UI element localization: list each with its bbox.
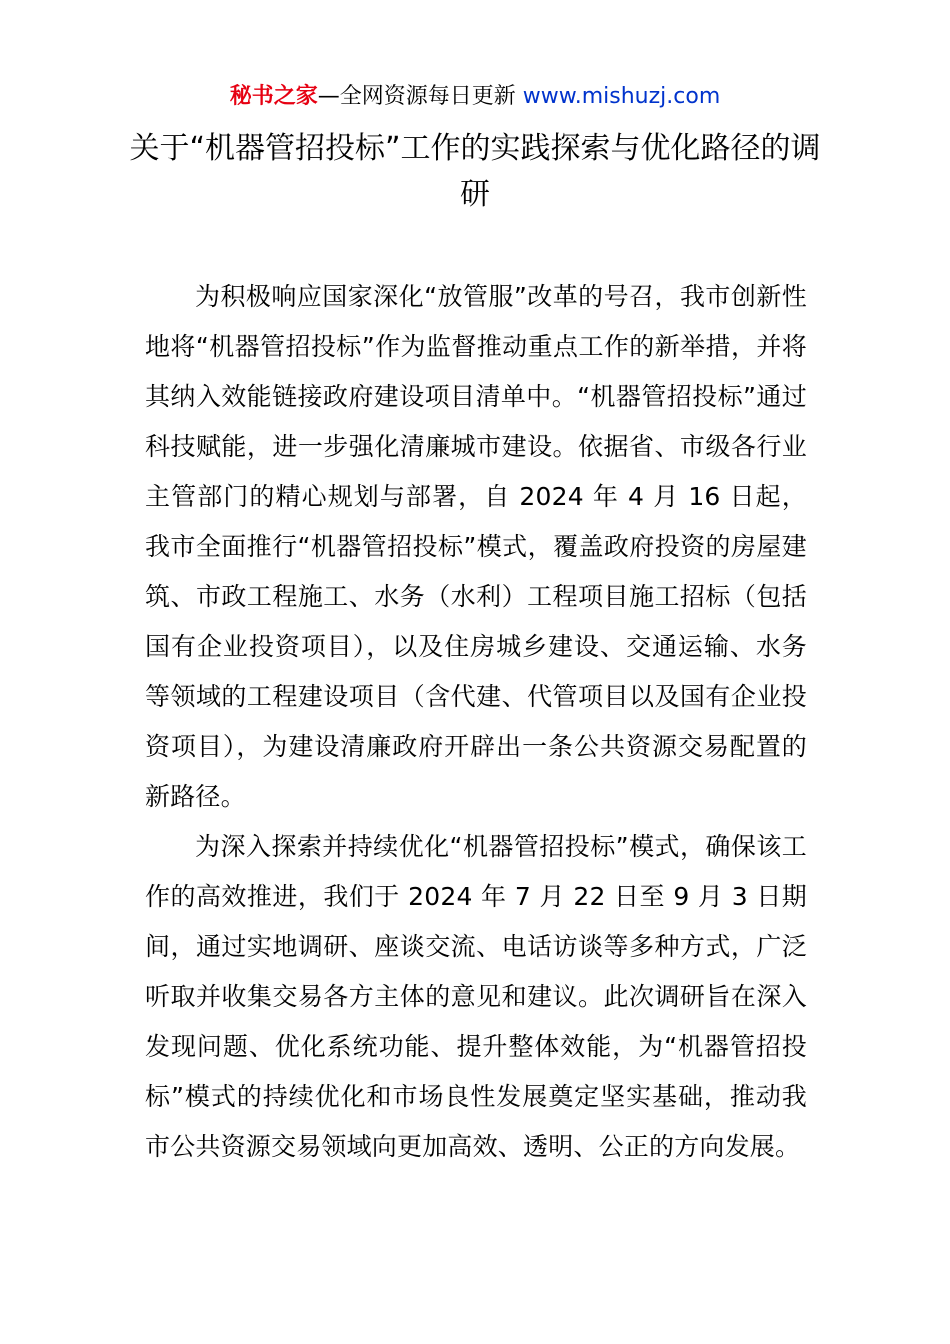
- brand-name: 秘书之家: [229, 84, 318, 109]
- document-title: 关于“机器管招投标”工作的实践探索与优化路径的调研: [129, 131, 821, 212]
- site-header: [0, 82, 950, 112]
- paragraph-2: 为深入探索并持续优化“机器管招投标”模式，确保该工作的高效推进，我们于 2024 年 7 月 22 日至 9 月 3 日期间，通过实地调研、座谈交流、电话访谈等多种方式，广泛听取并收集交易各方主体的意见和建议。此次调研旨在深入发现问题、优化系统功能、提升整体效能，为“机器管招投标”模式的持续优化和市场良性发展奠定坚实基础，推动我市公共资源交易领域向更加高效、透明、公正的方向发展。: [145, 832, 807, 1161]
- site-url-link[interactable]: www.mishuzj.com: [522, 84, 721, 109]
- header-tagline: —全网资源每日更新: [317, 84, 523, 109]
- document-body: [145, 272, 807, 1172]
- paragraph-1: 为积极响应国家深化“放管服”改革的号召，我市创新性地将“机器管招投标”作为监督推动重点工作的新举措，并将其纳入效能链接政府建设项目清单中。“机器管招投标”通过科技赋能，进一步强化清廉城市建设。依据省、市级各行业主管部门的精心规划与部署，自 2024 年 4 月 16 日起，我市全面推行“机器管招投标”模式，覆盖政府投资的房屋建筑、市政工程施工、水务（水利）工程项目施工招标（包括国有企业投资项目），以及住房城乡建设、交通运输、水务等领域的工程建设项目（含代建、代管项目以及国有企业投资项目），为建设清廉政府开辟出一条公共资源交易配置的新路径。: [145, 282, 807, 811]
